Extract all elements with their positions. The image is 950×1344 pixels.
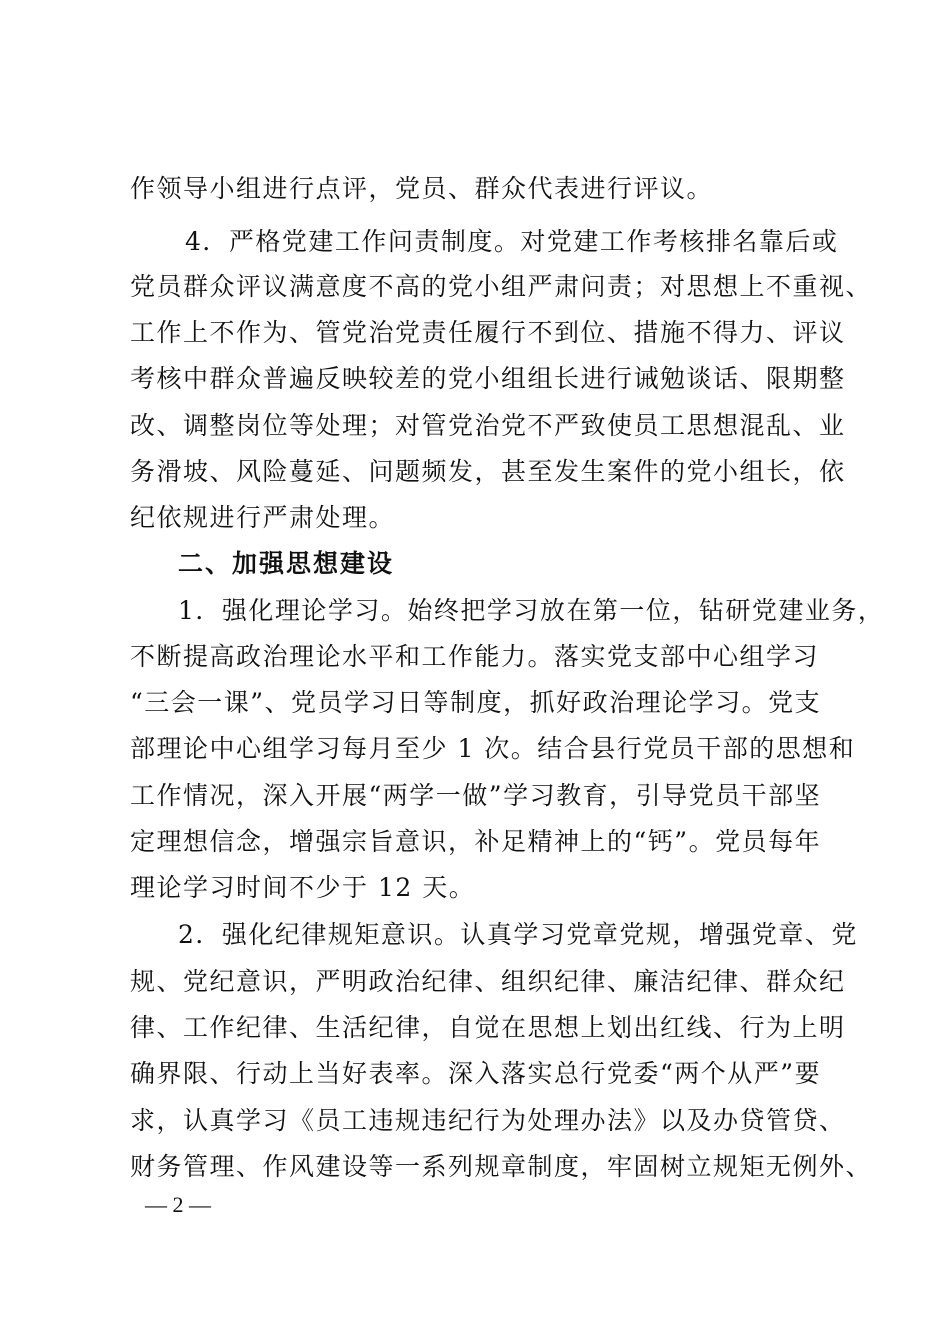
text-line-3: 党员群众评议满意度不高的党小组严肃问责；对思想上不重视、	[130, 272, 873, 301]
text-line-18: 规、党纪意识，严明政治纪律、组织纪律、廉洁纪律、群众纪	[130, 967, 846, 996]
text-line-2: 4．严格党建工作问责制度。对党建工作考核排名靠后或	[185, 227, 839, 256]
text-line-21: 求，认真学习《员工违规违纪行为处理办法》以及办贷管贷、	[130, 1106, 846, 1135]
text-line-10: 1．强化理论学习。始终把学习放在第一位，钻研党建业务，	[178, 596, 885, 625]
text-line-13: 部理论中心组学习每月至少 1 次。结合县行党员干部的思想和	[130, 734, 856, 763]
text-line-1: 作领导小组进行点评，党员、群众代表进行评议。	[130, 174, 714, 203]
page-number: — 2 —	[145, 1192, 211, 1217]
text-line-15: 定理想信念，增强宗旨意识，补足精神上的“钙”。党员每年	[130, 827, 822, 856]
text-line-4: 工作上不作为、管党治党责任履行不到位、措施不得力、评议	[130, 318, 846, 347]
text-line-20: 确界限、行动上当好表率。深入落实总行党委“两个从严”要	[130, 1059, 822, 1088]
text-line-6: 改、调整岗位等处理；对管党治党不严致使员工思想混乱、业	[130, 411, 846, 440]
text-line-12: “三会一课”、党员学习日等制度，抓好政治理论学习。党支	[130, 688, 822, 717]
text-line-14: 工作情况，深入开展“两学一做”学习教育，引导党员干部坚	[130, 781, 822, 810]
text-line-8: 纪依规进行严肃处理。	[130, 503, 396, 532]
text-line-22: 财务管理、作风建设等一系列规章制度，牢固树立规矩无例外、	[130, 1152, 873, 1181]
section-heading: 二、加强思想建设	[178, 549, 395, 578]
text-line-17: 2．强化纪律规矩意识。认真学习党章党规，增强党章、党	[178, 920, 858, 949]
text-line-16: 理论学习时间不少于 12 天。	[130, 873, 476, 902]
text-line-5: 考核中群众普遍反映较差的党小组组长进行诫勉谈话、限期整	[130, 364, 846, 393]
text-line-7: 务滑坡、风险蔓延、问题频发，甚至发生案件的党小组长，依	[130, 457, 846, 486]
text-line-11: 不断提高政治理论水平和工作能力。落实党支部中心组学习	[130, 642, 820, 671]
text-line-19: 律、工作纪律、生活纪律，自觉在思想上划出红线、行为上明	[130, 1013, 846, 1042]
